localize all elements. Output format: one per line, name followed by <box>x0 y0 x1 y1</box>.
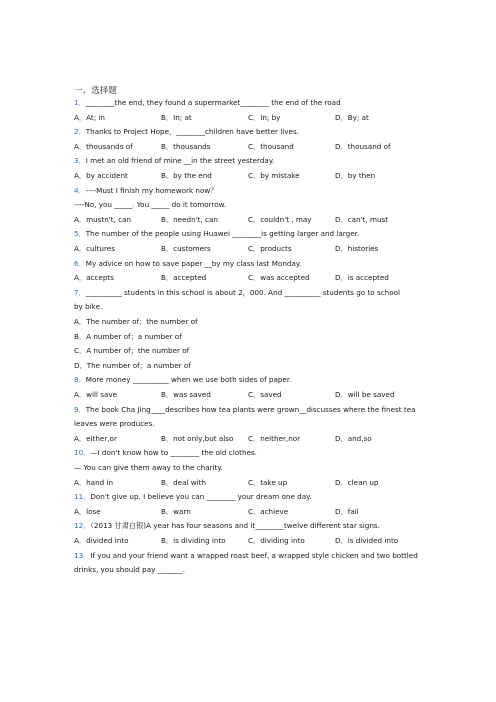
question-text <box>74 186 217 195</box>
question-stem: ----No, you _____. You _____ do it tomorrow. <box>74 200 227 210</box>
answer-option[interactable]: D．is divided into <box>335 536 399 545</box>
question-stem: ----Must I finish my homework now？ <box>85 185 218 195</box>
answer-option[interactable]: B．A number of；a number of <box>74 331 182 341</box>
question-text <box>74 259 301 268</box>
question-text <box>74 448 257 457</box>
question-text <box>74 565 185 574</box>
answer-option[interactable]: D．and,so <box>335 433 372 443</box>
answer-option[interactable]: D．clean up <box>335 477 379 487</box>
question-text <box>74 98 341 107</box>
answer-option[interactable]: A．thousands of <box>74 141 133 151</box>
question-text <box>74 229 359 238</box>
question-stem: I met an old friend of mine __in the street yesterday. <box>85 156 275 166</box>
answer-option[interactable]: B．accepted <box>161 273 207 283</box>
answer-option[interactable]: D．fail <box>335 506 359 516</box>
question-number: 12． <box>74 521 91 531</box>
answer-option[interactable]: D．can't, must <box>335 214 389 224</box>
answer-option[interactable]: C．saved <box>248 390 282 399</box>
question-text <box>74 521 380 530</box>
question-number: 7． <box>74 287 86 297</box>
answer-option[interactable]: B．by the end <box>161 171 212 180</box>
question-number: 10． <box>74 448 91 458</box>
answer-option[interactable]: B．is dividing into <box>161 536 226 545</box>
question-number: 13． <box>74 550 91 560</box>
answer-option[interactable]: D．By; at <box>335 112 369 122</box>
answer-option[interactable]: C．products <box>248 244 292 253</box>
question-number: 2． <box>74 127 86 137</box>
question-stem: Don't give up. I believe you can ________ your dream one day. <box>90 492 312 502</box>
answer-option[interactable]: A．mustn't, can <box>74 214 132 224</box>
question-number: 4． <box>74 185 86 195</box>
answer-option[interactable]: A．either,or <box>74 433 117 443</box>
answer-option[interactable]: D．histories <box>335 244 379 253</box>
question-stem: My advice on how to save paper __by my class last Monday. <box>85 258 302 268</box>
answer-option[interactable]: B．needn't, can <box>161 214 218 224</box>
question-text <box>74 288 400 297</box>
answer-option[interactable]: C．In; by <box>248 112 281 122</box>
answer-option[interactable]: C．achieve <box>248 506 289 516</box>
question-stem: by bike. <box>74 302 103 312</box>
question-text <box>74 492 312 501</box>
answer-option[interactable]: C．by mistake <box>248 171 300 180</box>
answer-option[interactable]: C．was accepted <box>248 273 310 283</box>
question-stem: —I don't know how to ________ the old clothes. <box>90 448 257 458</box>
question-text <box>74 200 226 209</box>
section-title: 一、选择题 <box>74 86 117 96</box>
answer-option[interactable]: D．thousand of <box>335 141 391 151</box>
question-stem: More money __________ when we use both sides of paper. <box>85 375 292 385</box>
question-number: 11． <box>74 492 91 502</box>
question-stem: The number of the people using Huawei ________is getting larger and larger. <box>85 229 360 239</box>
question-stem: — You can give them away to the charity. <box>74 463 223 472</box>
question-number: 5． <box>74 229 86 239</box>
question-stem: Thanks to Project Hope，________children have better lives. <box>85 127 299 137</box>
answer-option[interactable]: B．warn <box>161 506 191 516</box>
question-number: 6． <box>74 258 86 268</box>
question-number: 3． <box>74 156 86 166</box>
answer-option[interactable]: C．take up <box>248 477 288 487</box>
answer-option[interactable]: A．cultures <box>74 244 115 253</box>
answer-option[interactable]: A．At; in <box>74 112 105 122</box>
answer-option[interactable]: A．The number of；the number of <box>74 317 198 326</box>
question-number: 9． <box>74 404 86 414</box>
question-text <box>74 302 102 311</box>
answer-option[interactable]: C．A number of；the number of <box>74 346 190 356</box>
answer-option[interactable]: C．neither,nor <box>248 433 301 443</box>
answer-option[interactable]: B．not only,but also <box>161 433 234 443</box>
question-text <box>74 156 274 165</box>
answer-option[interactable]: D．will be saved <box>335 390 395 399</box>
answer-option[interactable]: A．lose <box>74 506 101 516</box>
answer-option[interactable]: A．will save <box>74 390 118 399</box>
question-text <box>74 127 299 136</box>
question-stem: leaves were produces. <box>74 419 155 429</box>
answer-option[interactable]: D．The number of；a number of <box>74 360 191 370</box>
answer-option[interactable]: B．In; at <box>161 112 192 122</box>
question-stem: （2013 甘肃白银)A year has four seasons and it________twelve different star signs. <box>90 521 380 531</box>
question-number: 8． <box>74 375 86 385</box>
question-text <box>74 405 416 414</box>
question-stem: drinks, you should pay _______. <box>74 565 186 575</box>
question-number: 1． <box>74 98 86 107</box>
answer-option[interactable]: B．was saved <box>161 390 211 399</box>
question-stem: ________the end, they found a supermarket________ the end of the road <box>85 98 341 107</box>
answer-option[interactable]: C．couldn't , may <box>248 214 312 224</box>
answer-option[interactable]: D．by then <box>335 171 376 180</box>
question-text <box>74 551 418 560</box>
answer-option[interactable]: C．thousand <box>248 141 294 151</box>
question-stem: __________ students in this school is about 2，000. And __________ students go to school <box>85 287 400 297</box>
question-text <box>74 419 155 428</box>
answer-option[interactable]: A．divided into <box>74 536 129 545</box>
answer-option[interactable]: B．customers <box>161 244 211 253</box>
answer-option[interactable]: A．hand in <box>74 477 114 487</box>
question-stem: The book Cha Jing____describes how tea plants were grown__discusses where the finest tea <box>85 404 416 414</box>
question-stem: If you and your friend want a wrapped roast beef, a wrapped style chicken and two bottled <box>90 550 418 560</box>
answer-option[interactable]: B．thousands <box>161 141 211 151</box>
answer-option[interactable]: B．deal with <box>161 477 207 487</box>
answer-option[interactable]: A．by accident <box>74 171 128 180</box>
question-text <box>74 375 291 384</box>
answer-option[interactable]: D．is accepted <box>335 273 389 283</box>
answer-option[interactable]: A．accepts <box>74 273 114 283</box>
question-text <box>74 463 223 472</box>
answer-option[interactable]: C．dividing into <box>248 536 305 545</box>
